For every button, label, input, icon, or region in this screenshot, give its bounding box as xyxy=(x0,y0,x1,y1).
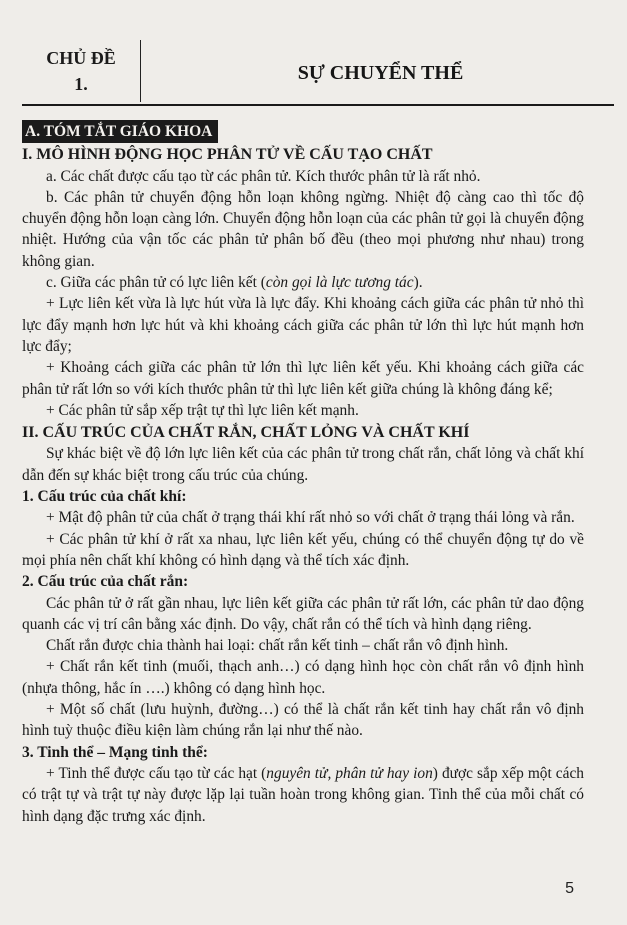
chapter-label: CHỦ ĐỀ xyxy=(46,48,116,68)
part1-bullet-1: + Lực liên kết vừa là lực hút vừa là lực đẩy. Khi khoảng cách giữa các phân tử nhỏ thì lực đẩy mạnh hơn lực hút và khi khoảng cách giữa các phân tử lớn thì lực hút mạnh hơn lực đẩy; xyxy=(22,295,584,355)
solid-structure-heading: 2. Cấu trúc của chất rắn: xyxy=(22,573,189,591)
gas-paragraph-1: + Mật độ phân tử của chất ở trạng thái khí rất nhỏ so với chất ở trạng thái lỏng và rắn. xyxy=(46,509,575,527)
solid-paragraph-1: Các phân tử ở rất gần nhau, lực liên kết giữa các phân tử rất lớn, các phân tử dao động quanh các vị trí cân bằng xác định. Do vậy, chất rắn có thể tích và hình dạng riêng. xyxy=(22,594,584,633)
part1-heading: I. MÔ HÌNH ĐỘNG HỌC PHÂN TỬ VỀ CẤU TẠO CHẤT xyxy=(22,146,433,164)
chapter-label-box xyxy=(22,40,141,102)
c-italic: còn gọi là lực tương tác xyxy=(265,274,414,292)
part1-paragraph-a: a. Các chất được cấu tạo từ các phân tử. Kích thước phân tử là rất nhỏ. xyxy=(46,167,481,185)
page-number: 5 xyxy=(565,880,574,897)
c-prefix: c. Giữa các phân tử có lực liên kết ( xyxy=(46,274,266,292)
part2-heading: II. CẤU TRÚC CỦA CHẤT RẮN, CHẤT LỎNG VÀ CHẤT KHÍ xyxy=(22,424,470,442)
part1-paragraph-b: b. Các phân tử chuyển động hỗn loạn không ngừng. Nhiệt độ càng cao thì tốc độ chuyển động hỗn loạn càng lớn. Chuyển động hỗn loạn của các phân tử gọi là chuyển động nhiệt. Hướng của vận tốc các phân tử phân bố đều (theo mọi phương như nhau) trong không gian. xyxy=(22,188,584,270)
crystal-prefix: + Tinh thể được cấu tạo từ các hạt ( xyxy=(46,764,267,782)
chapter-header xyxy=(22,40,614,102)
solid-paragraph-2: Chất rắn được chia thành hai loại: chất rắn kết tinh – chất rắn vô định hình. xyxy=(46,637,509,655)
chapter-title: SỰ CHUYỂN THỂ xyxy=(297,61,464,84)
crystal-italic: nguyên tử, phân tử hay ion xyxy=(266,764,433,782)
gas-structure-heading: 1. Cấu trúc của chất khí: xyxy=(22,488,187,506)
crystal-heading: 3. Tinh thể – Mạng tinh thể: xyxy=(22,743,208,761)
part1-bullet-2: + Khoảng cách giữa các phân tử lớn thì lực liên kết yếu. Khi khoảng cách giữa các phân tử rất lớn so với kích thước phân tử thì lực liên kết giữa chúng là không đáng kể; xyxy=(22,359,584,398)
crystal-paragraph xyxy=(22,763,584,827)
page-content xyxy=(22,118,584,827)
section-a-heading: A. TÓM TẮT GIÁO KHOA xyxy=(22,120,218,143)
part2-intro: Sự khác biệt về độ lớn lực liên kết của các phân tử trong chất rắn, chất lỏng và chất khí dẫn đến sự khác biệt trong cấu trúc của chúng. xyxy=(22,445,584,484)
chapter-number: 1. xyxy=(74,74,88,94)
solid-paragraph-4: + Một số chất (lưu huỳnh, đường…) có thể là chất rắn kết tinh hay chất rắn vô định hình tuỳ thuộc điều kiện làm chúng rắn lại như thế nào. xyxy=(22,701,584,740)
solid-paragraph-3: + Chất rắn kết tinh (muối, thạch anh…) có dạng hình học còn chất rắn vô định hình (nhựa thông, hắc ín ….) không có dạng hình học. xyxy=(22,658,584,697)
gas-paragraph-2: + Các phân tử khí ở rất xa nhau, lực liên kết yếu, chúng có thể chuyển động tự do về mọi phía nên chất khí không có hình dạng và thể tích xác định. xyxy=(22,530,584,569)
c-suffix: ). xyxy=(413,274,423,292)
crystal-suffix: ) được sắp xếp một cách có trật tự và trật tự này được lặp lại tuần hoàn trong không gian. Tinh thể của mỗi chất có hình dạng đặc trưng xác định. xyxy=(22,764,584,825)
part1-bullet-3: + Các phân tử sắp xếp trật tự thì lực liên kết mạnh. xyxy=(46,401,359,419)
header-divider xyxy=(22,104,614,106)
part1-paragraph-c xyxy=(22,272,584,293)
